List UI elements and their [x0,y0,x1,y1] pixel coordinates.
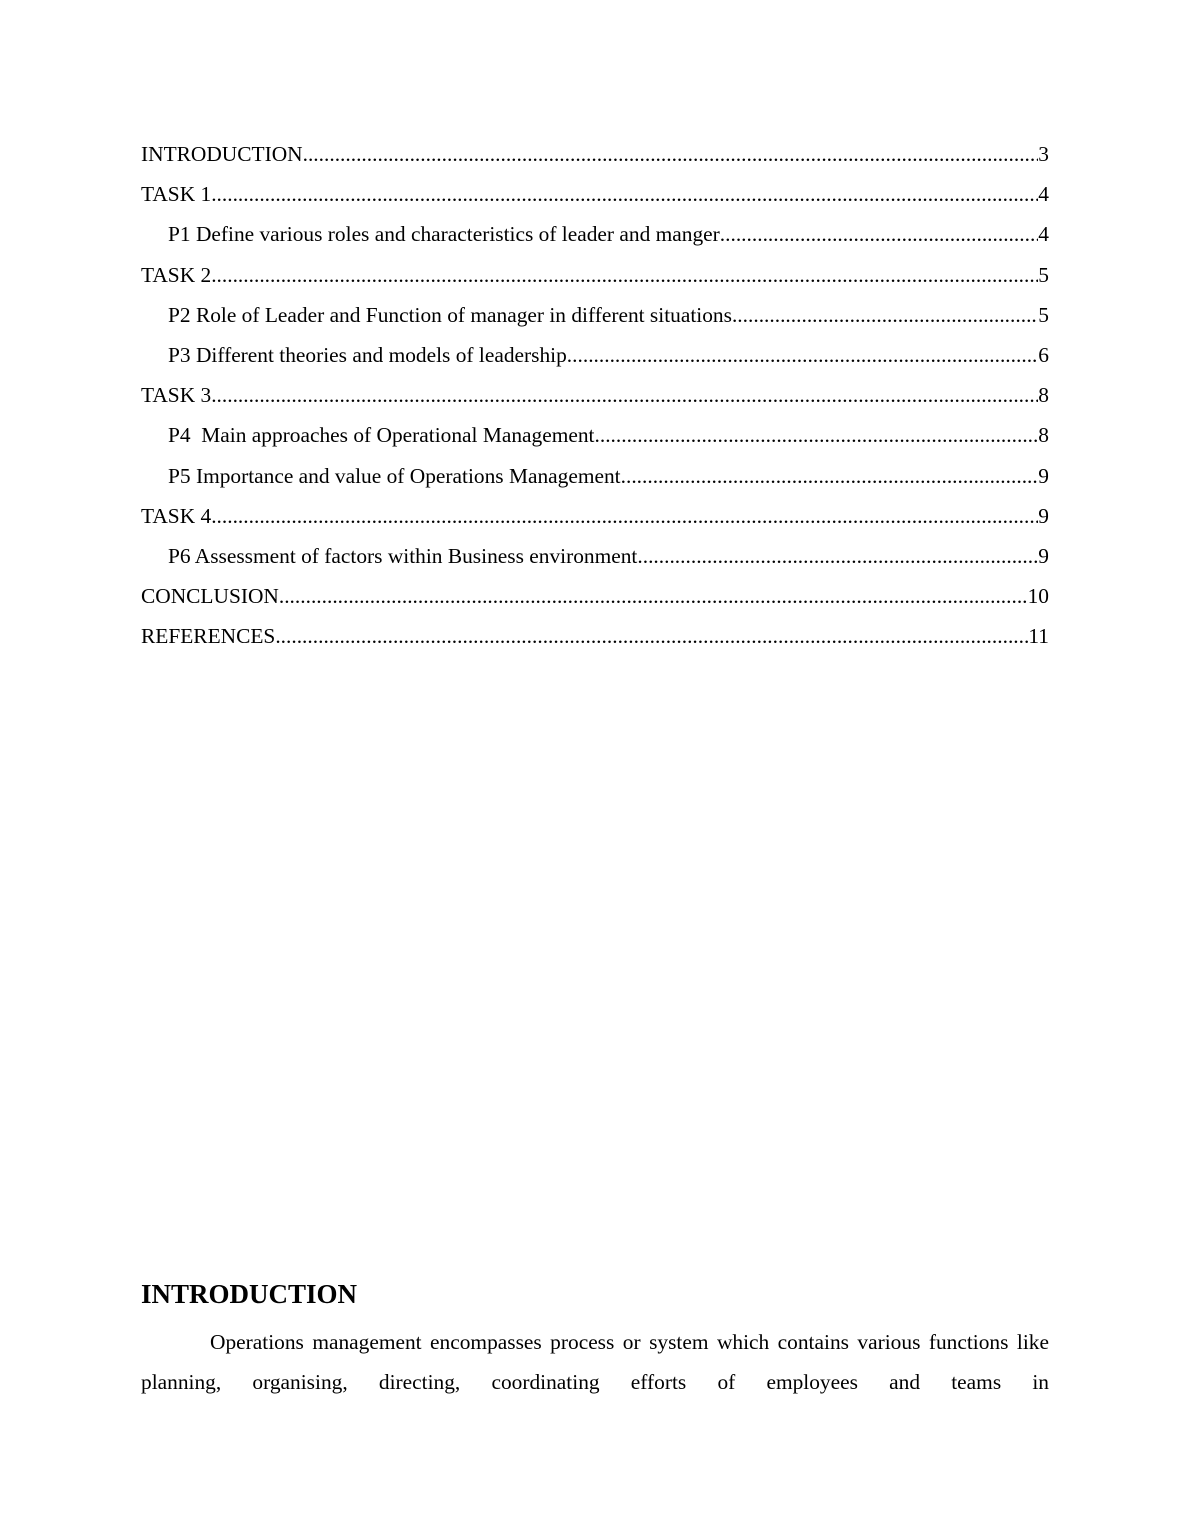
toc-dot-leader [621,462,1039,490]
toc-entry-references[interactable] [141,622,1049,662]
toc-entry-introduction[interactable] [141,140,1049,180]
toc-entry-title: REFERENCES [141,624,276,649]
toc-entry-p4[interactable] [141,421,1049,461]
toc-dot-leader [732,301,1038,329]
toc-entry-task-1[interactable] [141,180,1049,220]
toc-page-number: 3 [1038,142,1049,166]
toc-page-number: 9 [1038,503,1049,528]
toc-page-number: 4 [1038,182,1049,207]
toc-entry-title: P4 Main approaches of Operational Management [168,423,595,448]
toc-page-number: 8 [1038,383,1049,408]
toc-page-number: 5 [1038,262,1049,287]
toc-dot-leader [211,261,1038,289]
toc-dot-leader [279,582,1028,610]
toc-entry-title: P3 Different theories and models of leadership [168,342,567,367]
toc-entry-conclusion[interactable] [141,582,1049,622]
toc-page-number: 4 [1038,222,1049,247]
table-of-contents [141,140,1049,662]
toc-entry-title: P6 Assessment of factors within Business environment [168,543,638,568]
toc-dot-leader [211,180,1038,208]
toc-entry-p5[interactable] [141,462,1049,502]
introduction-paragraph: Operations management encompasses process or system which contains various functions like planning, organising, directing, coordinating efforts of employees and teams in [141,1330,1049,1395]
toc-entry-task-3[interactable] [141,381,1049,421]
toc-entry-task-4[interactable] [141,502,1049,542]
introduction-heading: INTRODUCTION [141,1279,358,1309]
toc-dot-leader [595,421,1039,449]
toc-entry-p3[interactable] [141,341,1049,381]
toc-entry-title: TASK 1 [141,182,212,207]
toc-entry-p1[interactable] [141,220,1049,260]
toc-dot-leader [637,542,1038,570]
toc-entry-title: TASK 3 [141,383,212,408]
toc-entry-title: CONCLUSION [141,584,279,609]
toc-entry-title: TASK 2 [141,262,212,287]
toc-dot-leader [211,381,1038,409]
toc-entry-task-2[interactable] [141,261,1049,301]
toc-dot-leader [720,220,1039,248]
toc-page-number: 6 [1038,342,1049,367]
toc-page-number: 10 [1027,584,1049,609]
toc-entry-title: P2 Role of Leader and Function of manager in different situations [168,302,732,327]
toc-dot-leader [567,341,1039,369]
toc-entry-title: P1 Define various roles and characteristics of leader and manger [168,222,720,247]
toc-page-number: 8 [1038,423,1049,448]
toc-dot-leader [275,622,1028,650]
toc-dot-leader [211,502,1038,530]
toc-entry-title: P5 Importance and value of Operations Management [168,463,621,488]
toc-dot-leader [303,140,1039,168]
toc-entry-p6[interactable] [141,542,1049,582]
toc-page-number: 9 [1038,543,1049,568]
toc-page-number: 11 [1028,624,1049,649]
toc-entry-p2[interactable] [141,301,1049,341]
toc-page-number: 5 [1038,302,1049,327]
toc-entry-title: INTRODUCTION [141,142,303,166]
toc-page-number: 9 [1038,463,1049,488]
toc-entry-title: TASK 4 [141,503,212,528]
